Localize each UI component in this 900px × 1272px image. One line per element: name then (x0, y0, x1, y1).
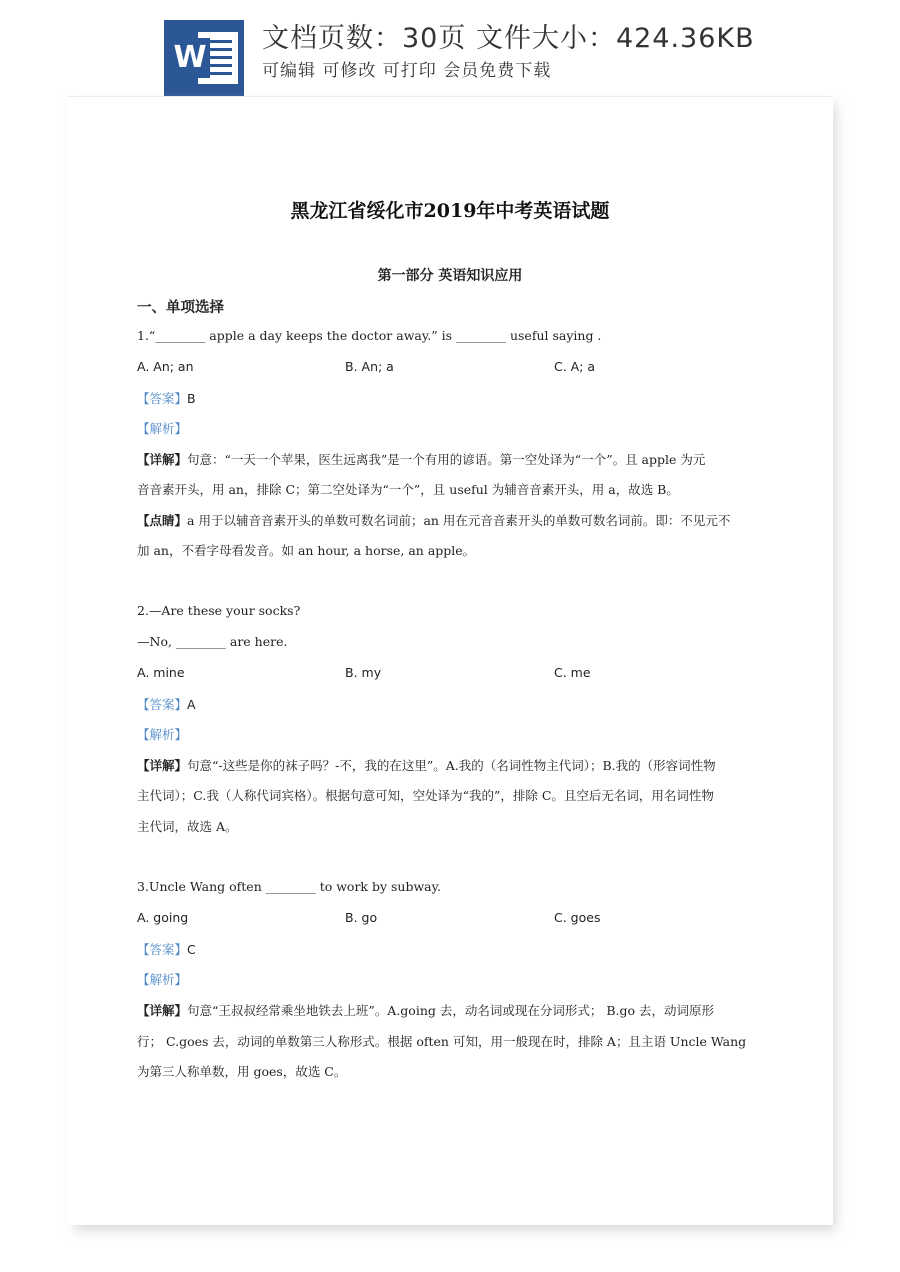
question-2-analysis-label: 【解析】 (137, 727, 188, 742)
word-letter: W (170, 38, 210, 78)
detail-text: 句意“王叔叔经常乘坐地铁去上班”。A.going 去，动名词或现在分词形式； B.go 去，动词原形 (187, 1003, 714, 1018)
detail-label: 【详解】 (137, 1003, 188, 1018)
document-title: 黑龙江省绥化市2019年中考英语试题 (290, 200, 610, 222)
question-3-detail-line-2: 行； C.goes 去，动词的单数第三人称形式。根据 often 可知，用一般现在时，排除 A；且主语 Uncle Wang (137, 1034, 747, 1049)
question-3-option-a: A. going (137, 910, 189, 925)
question-1-stem: 1.“________ apple a day keeps the doctor away.” is ________ useful saying . (137, 328, 602, 343)
question-3-stem: 3.Uncle Wang often ________ to work by subway. (137, 879, 441, 894)
tip-label: 【点睛】 (137, 513, 188, 528)
answer-value: A (187, 697, 196, 712)
question-1-tip-line-1 (137, 511, 730, 529)
part-heading: 第一部分 英语知识应用 (377, 268, 523, 284)
question-2-option-c: C. me (554, 665, 591, 680)
question-2-detail-line-3: 主代词，故选 A。 (137, 819, 238, 834)
question-3-analysis-label: 【解析】 (137, 972, 188, 987)
document-meta-subtitle: 可编辑 可修改 可打印 会员免费下载 (262, 61, 552, 81)
detail-label: 【详解】 (137, 452, 188, 467)
question-2-option-a: A. mine (137, 665, 185, 680)
detail-text: 句意“-这些是你的袜子吗？-不，我的在这里”。A.我的（名词性物主代词）；B.我的（形容词性物 (187, 758, 716, 773)
detail-label: 【详解】 (137, 758, 188, 773)
question-1-tip-line-2: 加 an，不看字母看发音。如 an hour, a horse, an apple。 (137, 543, 476, 558)
answer-value: C (187, 942, 196, 957)
question-2-stem-line-1: 2.—Are these your socks? (137, 603, 301, 618)
question-3-answer (137, 940, 196, 958)
question-1-option-b: B. An; a (345, 359, 394, 374)
download-banner (0, 0, 900, 100)
section-heading: 一、单项选择 (137, 299, 224, 316)
question-2-option-b: B. my (345, 665, 382, 680)
answer-label: 【答案】 (137, 697, 188, 712)
detail-text: 句意：“一天一个苹果，医生远离我”是一个有用的谚语。第一空处译为“一个”。且 apple 为元 (187, 452, 706, 467)
word-document-icon (164, 20, 244, 96)
question-1-detail-line-2: 音音素开头，用 an，排除 C；第二空处译为“一个”，且 useful 为辅音音素开头，用 a，故选 B。 (137, 482, 679, 497)
document-page (67, 96, 833, 1225)
question-3-option-c: C. goes (554, 910, 601, 925)
question-3-option-b: B. go (345, 910, 378, 925)
question-1-option-c: C. A; a (554, 359, 596, 374)
question-2-answer (137, 695, 196, 713)
question-1-option-a: A. An; an (137, 359, 194, 374)
question-2-detail-line-1 (137, 756, 716, 774)
question-2-detail-line-2: 主代词）；C.我（人称代词宾格）。根据句意可知，空处译为“我的”，排除 C。且空后无名词，用名词性物 (137, 788, 714, 803)
question-1-analysis-label: 【解析】 (137, 421, 188, 436)
answer-label: 【答案】 (137, 942, 188, 957)
tip-text: a 用于以辅音音素开头的单数可数名词前；an 用在元音音素开头的单数可数名词前。即：不见元不 (187, 513, 731, 528)
question-3-detail-line-3: 为第三人称单数，用 goes，故选 C。 (137, 1064, 347, 1079)
document-meta-title: 文档页数：30页 文件大小：424.36KB (262, 23, 755, 54)
answer-value: B (187, 391, 196, 406)
question-1-answer (137, 389, 196, 407)
question-1-detail-line-1 (137, 450, 705, 468)
question-3-detail-line-1 (137, 1001, 714, 1019)
answer-label: 【答案】 (137, 391, 188, 406)
question-2-stem-line-2: —No, ________ are here. (137, 634, 288, 649)
